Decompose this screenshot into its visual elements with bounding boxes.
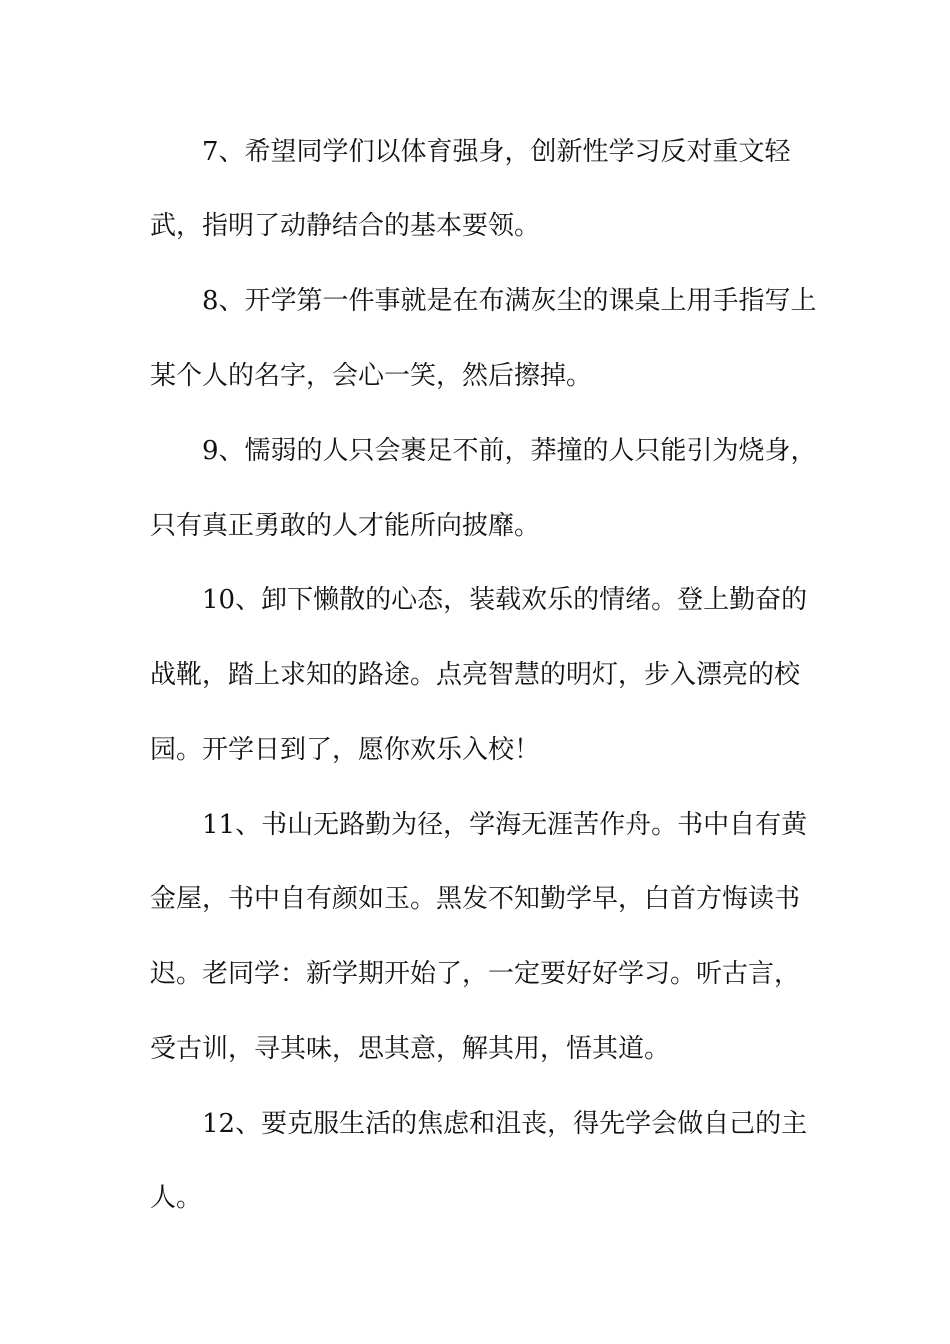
item-11-line-4: 受古训，寻其味，思其意，解其用，悟其道。 <box>150 1034 671 1064</box>
item-11-line-2: 金屋，书中自有颜如玉。黑发不知勤学早，白首方悔读书 <box>150 884 801 914</box>
item-8-line-1: 8、开学第一件事就是在布满灰尘的课桌上用手指写上 <box>202 286 817 316</box>
item-10-line-2: 战靴，踏上求知的路途。点亮智慧的明灯，步入漂亮的校 <box>150 660 801 690</box>
item-12-line-1: 12、要克服生活的焦虑和沮丧，得先学会做自己的主 <box>202 1109 808 1139</box>
item-9-line-1: 9、懦弱的人只会裹足不前，莽撞的人只能引为烧身， <box>202 436 817 466</box>
item-10-line-3: 园。开学日到了，愿你欢乐入校！ <box>150 735 541 765</box>
item-11-line-3: 迟。老同学：新学期开始了，一定要好好学习。听古言， <box>150 959 801 989</box>
item-9-line-2: 只有真正勇敢的人才能所向披靡。 <box>150 511 541 541</box>
item-11-line-1: 11、书山无路勤为径，学海无涯苦作舟。书中自有黄 <box>202 810 808 840</box>
item-7-line-1: 7、希望同学们以体育强身，创新性学习反对重文轻 <box>202 137 791 167</box>
item-7-line-2: 武，指明了动静结合的基本要领。 <box>150 211 541 241</box>
item-10-line-1: 10、卸下懒散的心态，装载欢乐的情绪。登上勤奋的 <box>202 585 808 615</box>
item-12-line-2: 人。 <box>150 1183 203 1213</box>
item-8-line-2: 某个人的名字，会心一笑，然后擦掉。 <box>150 361 593 391</box>
